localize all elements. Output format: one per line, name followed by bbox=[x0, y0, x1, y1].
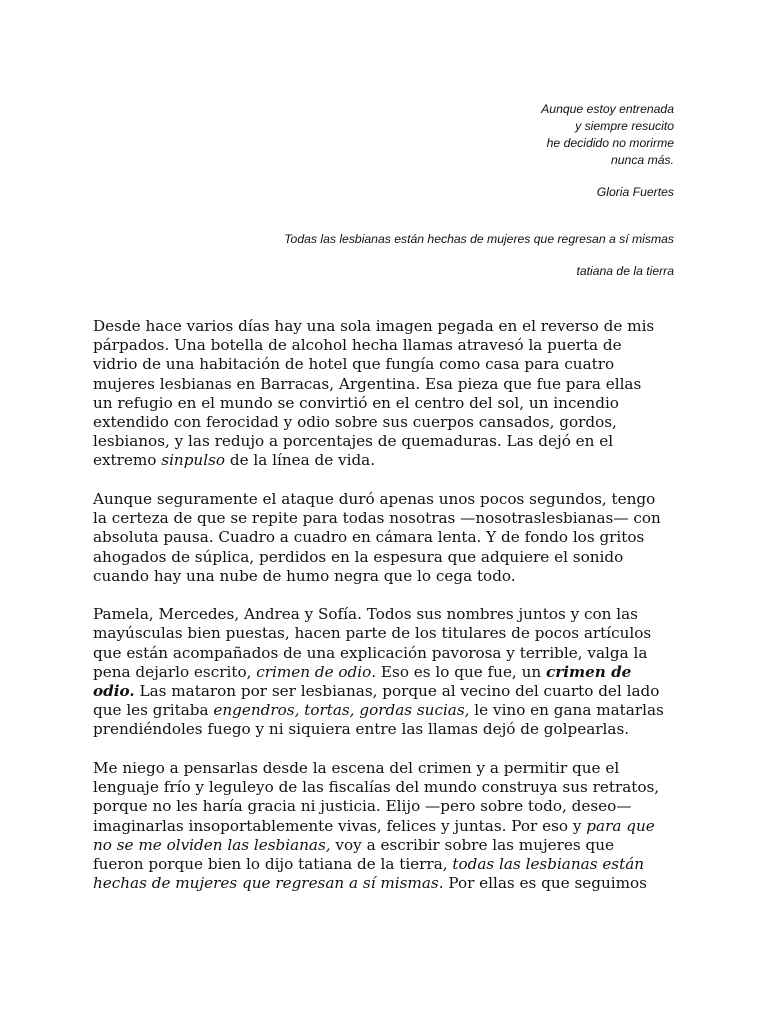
text-line bbox=[93, 644, 683, 663]
text-line bbox=[93, 855, 683, 874]
text-segment: un refugio en el mundo se convirtió en el centro del sol, un incendio bbox=[93, 393, 619, 412]
epigraph-line: nunca más. bbox=[610, 153, 674, 167]
text-segment: cuando hay una nube de humo negra que lo cega todo. bbox=[93, 566, 516, 585]
text-line bbox=[93, 432, 683, 451]
text-line bbox=[93, 509, 683, 528]
italic-text: para que bbox=[586, 816, 655, 835]
text-segment: mayúsculas bien puestas, hacen parte de los titulares de pocos artículos bbox=[93, 624, 652, 643]
paragraph bbox=[93, 759, 683, 893]
text-line bbox=[93, 375, 683, 394]
text-segment: Me niego a pensarlas desde la escena del crimen y a permitir que el bbox=[93, 758, 620, 777]
bold-italic-text: crimen de bbox=[545, 662, 632, 681]
text-segment: porque no les haría gracia ni justicia. Elijo —pero sobre todo, deseo— bbox=[93, 797, 632, 816]
epigraph-tatiana-de-la-tierra bbox=[154, 231, 674, 248]
text-segment: que están acompañados de una explicación pavorosa y terrible, valga la bbox=[93, 643, 648, 662]
text-segment: pena dejarlo escrito, bbox=[93, 662, 257, 681]
text-segment: lenguaje frío y leguleyo de las fiscalías del mundo construya sus retratos, bbox=[93, 778, 660, 797]
text-segment: que les gritaba bbox=[93, 701, 214, 720]
italic-text: hechas de mujeres que regresan a sí mismas bbox=[93, 874, 439, 893]
epigraph-author-name: tatiana de la tierra bbox=[576, 264, 674, 278]
italic-text: sinpulso bbox=[161, 451, 226, 470]
text-segment: prendiéndoles fuego y ni siquiera entre las llamas dejó de golpearlas. bbox=[93, 720, 630, 739]
epigraph-author bbox=[154, 184, 674, 201]
text-segment: vidrio de una habitación de hotel que fungía como casa para cuatro bbox=[93, 355, 615, 374]
text-segment: Las mataron por ser lesbianas, porque al vecino del cuarto del lado bbox=[134, 682, 660, 701]
text-segment: mujeres lesbianas en Barracas, Argentina. Esa pieza que fue para ellas bbox=[93, 374, 642, 393]
epigraph-gloria-fuertes bbox=[154, 101, 674, 169]
text-segment: Desde hace varios días hay una sola imagen pegada en el reverso de mis bbox=[93, 317, 655, 335]
text-segment: Aunque seguramente el ataque duró apenas unos pocos segundos, tengo bbox=[93, 489, 656, 508]
bold-italic-text: odio. bbox=[93, 682, 135, 701]
italic-text: todas las lesbianas están bbox=[452, 854, 645, 873]
paragraph bbox=[93, 317, 683, 471]
text-line bbox=[93, 624, 683, 643]
text-line bbox=[93, 663, 683, 682]
text-segment: ahogados de súplica, perdidos en la espesura que adquiere el sonido bbox=[93, 547, 624, 566]
text-line bbox=[93, 548, 683, 567]
epigraph-author bbox=[154, 263, 674, 280]
text-line bbox=[93, 490, 683, 509]
text-line bbox=[93, 759, 683, 778]
text-segment: extendido con ferocidad y odio sobre sus cuerpos cansados, gordos, bbox=[93, 413, 617, 432]
epigraph-line: he decidido no morirme bbox=[546, 136, 674, 150]
text-segment: Pamela, Mercedes, Andrea y Sofía. Todos sus nombres juntos y con las bbox=[93, 605, 638, 624]
text-segment: párpados. Una botella de alcohol hecha llamas atravesó la puerta de bbox=[93, 336, 622, 355]
italic-text: crimen de odio bbox=[256, 662, 372, 681]
text-line bbox=[93, 874, 683, 893]
text-line bbox=[93, 451, 683, 470]
text-segment: le vino en gana matarlas bbox=[469, 701, 664, 720]
text-line bbox=[93, 355, 683, 374]
paragraph bbox=[93, 490, 683, 586]
text-line bbox=[93, 720, 683, 739]
text-line bbox=[93, 778, 683, 797]
text-line bbox=[93, 394, 683, 413]
text-segment: extremo bbox=[93, 451, 162, 470]
italic-text: engendros, tortas, gordas sucias, bbox=[213, 701, 470, 720]
text-segment: lesbianos, y las redujo a porcentajes de quemaduras. Las dejó en el bbox=[93, 432, 614, 451]
text-line bbox=[93, 701, 683, 720]
epigraph-author-name: Gloria Fuertes bbox=[596, 185, 674, 199]
text-line bbox=[93, 528, 683, 547]
text-line bbox=[93, 413, 683, 432]
text-segment: absoluta pausa. Cuadro a cuadro en cámara lenta. Y de fondo los gritos bbox=[93, 528, 645, 547]
text-segment: imaginarlas insoportablemente vivas, felices y juntas. Por eso y bbox=[93, 816, 587, 835]
text-line bbox=[93, 817, 683, 836]
text-line bbox=[93, 836, 683, 855]
text-line bbox=[93, 317, 683, 336]
text-segment: . Eso es lo que fue, un bbox=[371, 662, 546, 681]
text-segment: voy a escribir sobre las mujeres que bbox=[330, 835, 615, 854]
italic-text: no se me olviden las lesbianas, bbox=[93, 835, 331, 854]
epigraph-line: Aunque estoy entrenada bbox=[541, 102, 674, 116]
text-line bbox=[93, 336, 683, 355]
text-line bbox=[93, 797, 683, 816]
text-line bbox=[93, 682, 683, 701]
epigraph-line: Todas las lesbianas están hechas de mujeres que regresan a sí mismas bbox=[284, 232, 674, 246]
text-segment: la certeza de que se repite para todas nosotras —nosotraslesbianas— con bbox=[93, 509, 661, 528]
paragraph bbox=[93, 605, 683, 739]
text-segment: de la línea de vida. bbox=[225, 451, 376, 470]
text-line bbox=[93, 605, 683, 624]
text-line bbox=[93, 567, 683, 586]
text-segment: fueron porque bien lo dijo tatiana de la tierra, bbox=[93, 854, 453, 873]
text-segment: . Por ellas es que seguimos bbox=[438, 874, 647, 893]
body-text bbox=[93, 317, 683, 913]
epigraph-line: y siempre resucito bbox=[575, 119, 674, 133]
